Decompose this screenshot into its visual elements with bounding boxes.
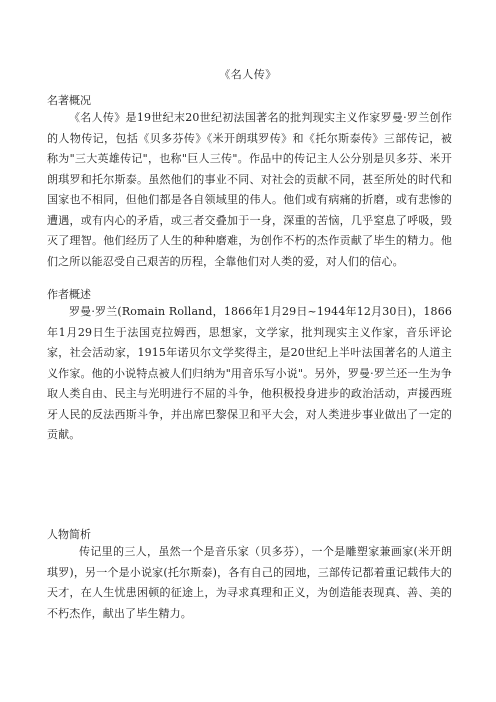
document-title: 《名人传》 <box>219 68 277 81</box>
section-heading-overview: 名著概况 <box>47 94 91 107</box>
section-heading-characters: 人物简析 <box>47 528 91 541</box>
section-paragraph-overview: 《名人传》是19世纪末20世纪初法国著名的批判现实主义作家罗曼·罗兰创作的人物传记，包括《贝多芬传》《米开朗琪罗传》和《托尔斯泰传》三部传记，被称为"三大英雄传记"，也称"巨人三传"。作品中的传记主人公分别是贝多芬、米开朗琪罗和托尔斯泰。虽然他们的事业不同、对社会的贡献不同，甚至所处的时代和国家也不相同，但他们都是各自领域里的伟人。他们或有病痛的折磨，或有悲惨的遭遇，或有内心的矛盾，或三者交叠加于一身，深重的苦恼，几乎窒息了呼吸，毁灭了理智。他们经历了人生的种种磨难，为创作不朽的杰作贡献了毕生的精力。他们之所以能忍受自己艰苦的历程，全靠他们对人类的爱，对人们的信心。 <box>47 111 452 268</box>
section-heading-author: 作者概述 <box>47 288 91 301</box>
section-paragraph-author: 罗曼·罗兰(Romain Rolland，1866年1月29日~1944年12月30日)，1866年1月29日生于法国克拉姆西，思想家，文学家，批判现实主义作家，音乐评论家，社会活动家，1915年诺贝尔文学奖得主，是20世纪上半叶法国著名的人道主义作家。他的小说特点被人们归纳为"用音乐写小说"。另外，罗曼·罗兰还一生为争取人类自由、民主与光明进行不屈的斗争，他积极投身进步的政治活动，声援西班牙人民的反法西斯斗争，并出席巴黎保卫和平大会，对人类进步事业做出了一定的贡献。 <box>47 305 452 441</box>
section-overview <box>47 94 452 272</box>
section-author <box>47 288 452 446</box>
section-paragraph-characters: 传记里的三人，虽然一个是音乐家（贝多芬），一个是雕塑家兼画家(米开朗琪罗)，另一个是小说家(托尔斯泰)，各有自己的园地，三部传记都着重记载伟大的天才，在人生忧患困顿的征途上，为寻求真理和正义，为创造能表现真、善、美的不朽杰作，献出了毕生精力。 <box>47 545 452 620</box>
section-characters <box>47 528 452 624</box>
